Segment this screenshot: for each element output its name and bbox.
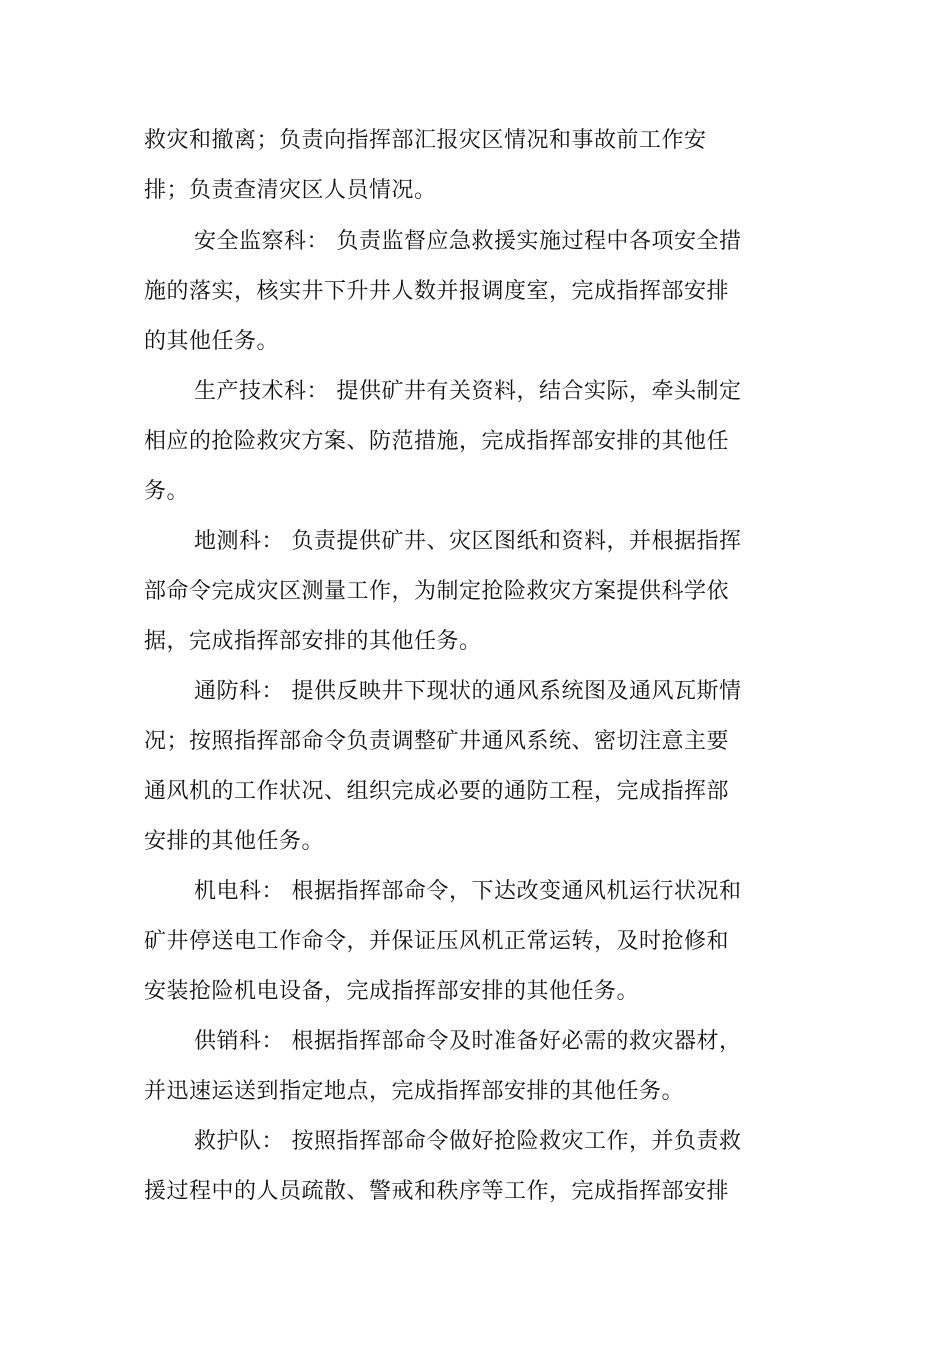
text-line: 救灾和撤离；负责向指挥部汇报灾区情况和事故前工作安: [144, 128, 707, 153]
paragraph-rescue-team: 救护队： 按照指挥部命令做好抢险救灾工作，并负责救: [194, 1129, 742, 1154]
text-line: 排；负责查清灾区人员情况。: [144, 178, 437, 203]
paragraph-supply: 供销科： 根据指挥部命令及时准备好必需的救灾器材，: [194, 1029, 742, 1054]
text-line: 通风机的工作状况、组织完成必要的通防工程，完成指挥部: [144, 779, 730, 804]
text-line: 矿井停送电工作命令，并保证压风机正常运转，及时抢修和: [144, 929, 730, 954]
text-line: 务。: [144, 479, 190, 504]
paragraph-electromechanical: 机电科： 根据指挥部命令，下达改变通风机运行状况和: [194, 879, 742, 904]
text-line: 况；按照指挥部命令负责调整矿井通风系统、密切注意主要: [144, 729, 730, 754]
paragraph-survey: 地测科： 负责提供矿井、灾区图纸和资料，并根据指挥: [194, 529, 742, 554]
text-line: 施的落实，核实井下升井人数并报调度室，完成指挥部安排: [144, 279, 730, 304]
text-line: 并迅速运送到指定地点，完成指挥部安排的其他任务。: [144, 1079, 685, 1104]
text-line: 援过程中的人员疏散、警戒和秩序等工作，完成指挥部安排: [144, 1179, 730, 1204]
paragraph-production-technology: 生产技术科： 提供矿井有关资料，结合实际，牵头制定: [194, 379, 742, 404]
text-line: 的其他任务。: [144, 329, 280, 354]
text-line: 部命令完成灾区测量工作，为制定抢险救灾方案提供科学依: [144, 579, 730, 604]
text-line: 安装抢险机电设备，完成指挥部安排的其他任务。: [144, 979, 640, 1004]
text-line: 相应的抢险救灾方案、防范措施，完成指挥部安排的其他任: [144, 429, 730, 454]
paragraph-ventilation: 通防科： 提供反映井下现状的通风系统图及通风瓦斯情: [194, 679, 742, 704]
text-line: 据，完成指挥部安排的其他任务。: [144, 629, 482, 654]
text-line: 安排的其他任务。: [144, 829, 325, 854]
paragraph-safety-supervision: 安全监察科： 负责监督应急救援实施过程中各项安全措: [194, 229, 742, 254]
